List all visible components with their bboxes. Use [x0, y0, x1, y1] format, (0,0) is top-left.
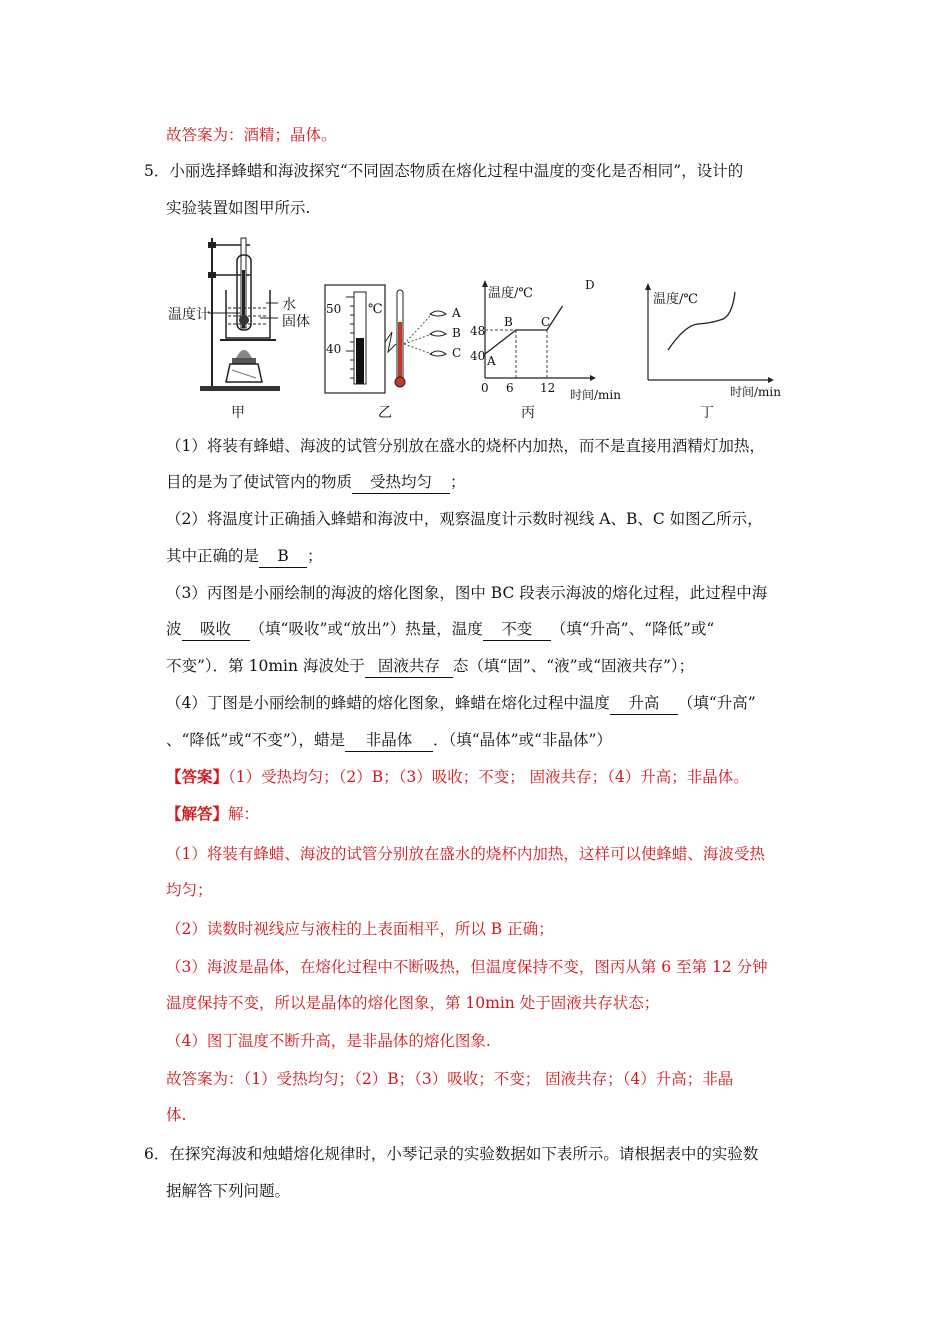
point-label-d: D [585, 278, 595, 292]
solution-header: 【解答】解： [166, 804, 260, 823]
unit-celsius: ℃ [368, 302, 383, 317]
question-6-stem: 6．在探究海波和烛蜡熔化规律时，小琴记录的实验数据如下表所示。请根据表中的实验数 [144, 1145, 759, 1163]
eye-icon [430, 311, 446, 356]
tick-50: 50 [326, 302, 342, 316]
solution-p2: （2）读数时视线应与液柱的上表面相平，所以 B 正确； [166, 920, 554, 938]
question-number: 6． [144, 1145, 170, 1163]
eye-label-a: A [452, 306, 461, 320]
solution-p3-line2: 温度保持不变，所以是晶体的熔化图象，第 10min 处于固液共存状态； [166, 994, 660, 1012]
solution-label: 【解答】 [166, 804, 229, 823]
answer-blank: 吸收 [182, 618, 250, 641]
sub2-line1: （2）将温度计正确插入蜂蜡和海波中，观察温度计示数时视线 A、B、C 如图乙所示， [166, 510, 763, 528]
point-label-c: C [541, 315, 551, 329]
tick-y-48: 48 [470, 324, 486, 338]
tick-x-12: 12 [540, 381, 556, 395]
solution-p1-line2: 均匀； [166, 881, 213, 899]
question-text: 小丽选择蜂蜡和海波探究“不同固态物质在熔化过程中温度的变化是否相同”，设计的 [169, 162, 744, 180]
sub3-line1: （3）丙图是小丽绘制的海波的熔化图象，图中 BC 段表示海波的熔化过程，此过程中海 [166, 584, 768, 602]
question-5-stem [144, 160, 743, 182]
eye-label-b: B [452, 326, 461, 340]
wax-graph-ylabel: 温度/℃ [653, 292, 698, 307]
graph-ylabel: 温度/℃ [488, 286, 533, 301]
point-label-b: B [504, 315, 513, 329]
answer-blank: 固液共存 [365, 655, 453, 678]
sub4-line1: （4）丁图是小丽绘制的蜂蜡的熔化图象，蜂蜡在熔化过程中温度 升高 （填“升高” [166, 692, 756, 715]
sub1-line2: 目的是为了使试管内的物质 受热均匀 ； [166, 471, 466, 494]
label-thermometer: 温度计 [168, 307, 210, 323]
answer-blank: 升高 [610, 692, 678, 715]
sub3-line2: 波 吸收 （填“吸收”或“放出”）热量，温度 不变 （填“升高”、“降低”或“ [166, 618, 714, 641]
solution-p1-line1: （1）将装有蜂蜡、海波的试管分别放在盛水的烧杯内加热，这样可以使蜂蜡、海波受热 [166, 845, 765, 863]
caption-bing: 丙 [521, 405, 535, 421]
figure-thermometer-reading [322, 282, 467, 397]
final-answer-line1: 故答案为：（1）受热均匀；（2）B；（3）吸收；不变； 固液共存；（4）升高；非晶 [166, 1070, 734, 1088]
sub4-line2: 、“降低”或“不变”），蜡是 非晶体 ．（填“晶体”或“非晶体”） [166, 729, 612, 752]
tick-40: 40 [326, 342, 342, 356]
tick-x-0: 0 [481, 381, 489, 395]
final-answer-line2: 体. [166, 1106, 187, 1124]
tick-x-6: 6 [506, 381, 514, 395]
sub1-line1: （1）将装有蜂蜡、海波的试管分别放在盛水的烧杯内加热，而不是直接用酒精灯加热， [166, 437, 765, 455]
answer-label: 【答案】 [166, 767, 229, 786]
wax-graph-xlabel: 时间/min [730, 385, 781, 399]
graph-xlabel: 时间/min [570, 388, 621, 402]
label-water: 水 [282, 297, 296, 313]
sub2-line2: 其中正确的是 B ； [166, 545, 323, 568]
solution-p3-line1: （3）海波是晶体，在熔化过程中不断吸热，但温度保持不变，图丙从第 6 至第 12 分钟 [166, 958, 768, 976]
question-number: 5． [144, 162, 170, 180]
question-5-stem-line2: 实验装置如图甲所示. [166, 199, 311, 217]
solution-p4: （4）图丁温度不断升高，是非晶体的熔化图象. [166, 1032, 491, 1050]
sub3-line3: 不变”）．第 10min 海波处于 固液共存 态（填“固”、“液”或“固液共存”）； [166, 655, 694, 678]
previous-answer: 故答案为：酒精；晶体。 [166, 126, 337, 144]
answer-blank: 受热均匀 [352, 471, 450, 494]
answer-blank: 不变 [483, 618, 551, 641]
tick-y-40: 40 [470, 349, 486, 363]
answer-blank: B [259, 545, 307, 568]
answer-blank: 非晶体 [345, 729, 433, 752]
question-6-stem-line2: 据解答下列问题。 [166, 1182, 291, 1200]
label-solid: 固体 [282, 314, 310, 330]
point-label-a: A [487, 354, 496, 368]
caption-yi: 乙 [378, 405, 392, 421]
eye-label-c: C [452, 346, 462, 360]
answer-block: 【答案】（1）受热均匀；（2）B；（3）吸收；不变； 固液共存；（4）升高；非晶体。 [166, 767, 749, 786]
caption-ding: 丁 [700, 405, 714, 421]
caption-jia: 甲 [231, 405, 245, 421]
